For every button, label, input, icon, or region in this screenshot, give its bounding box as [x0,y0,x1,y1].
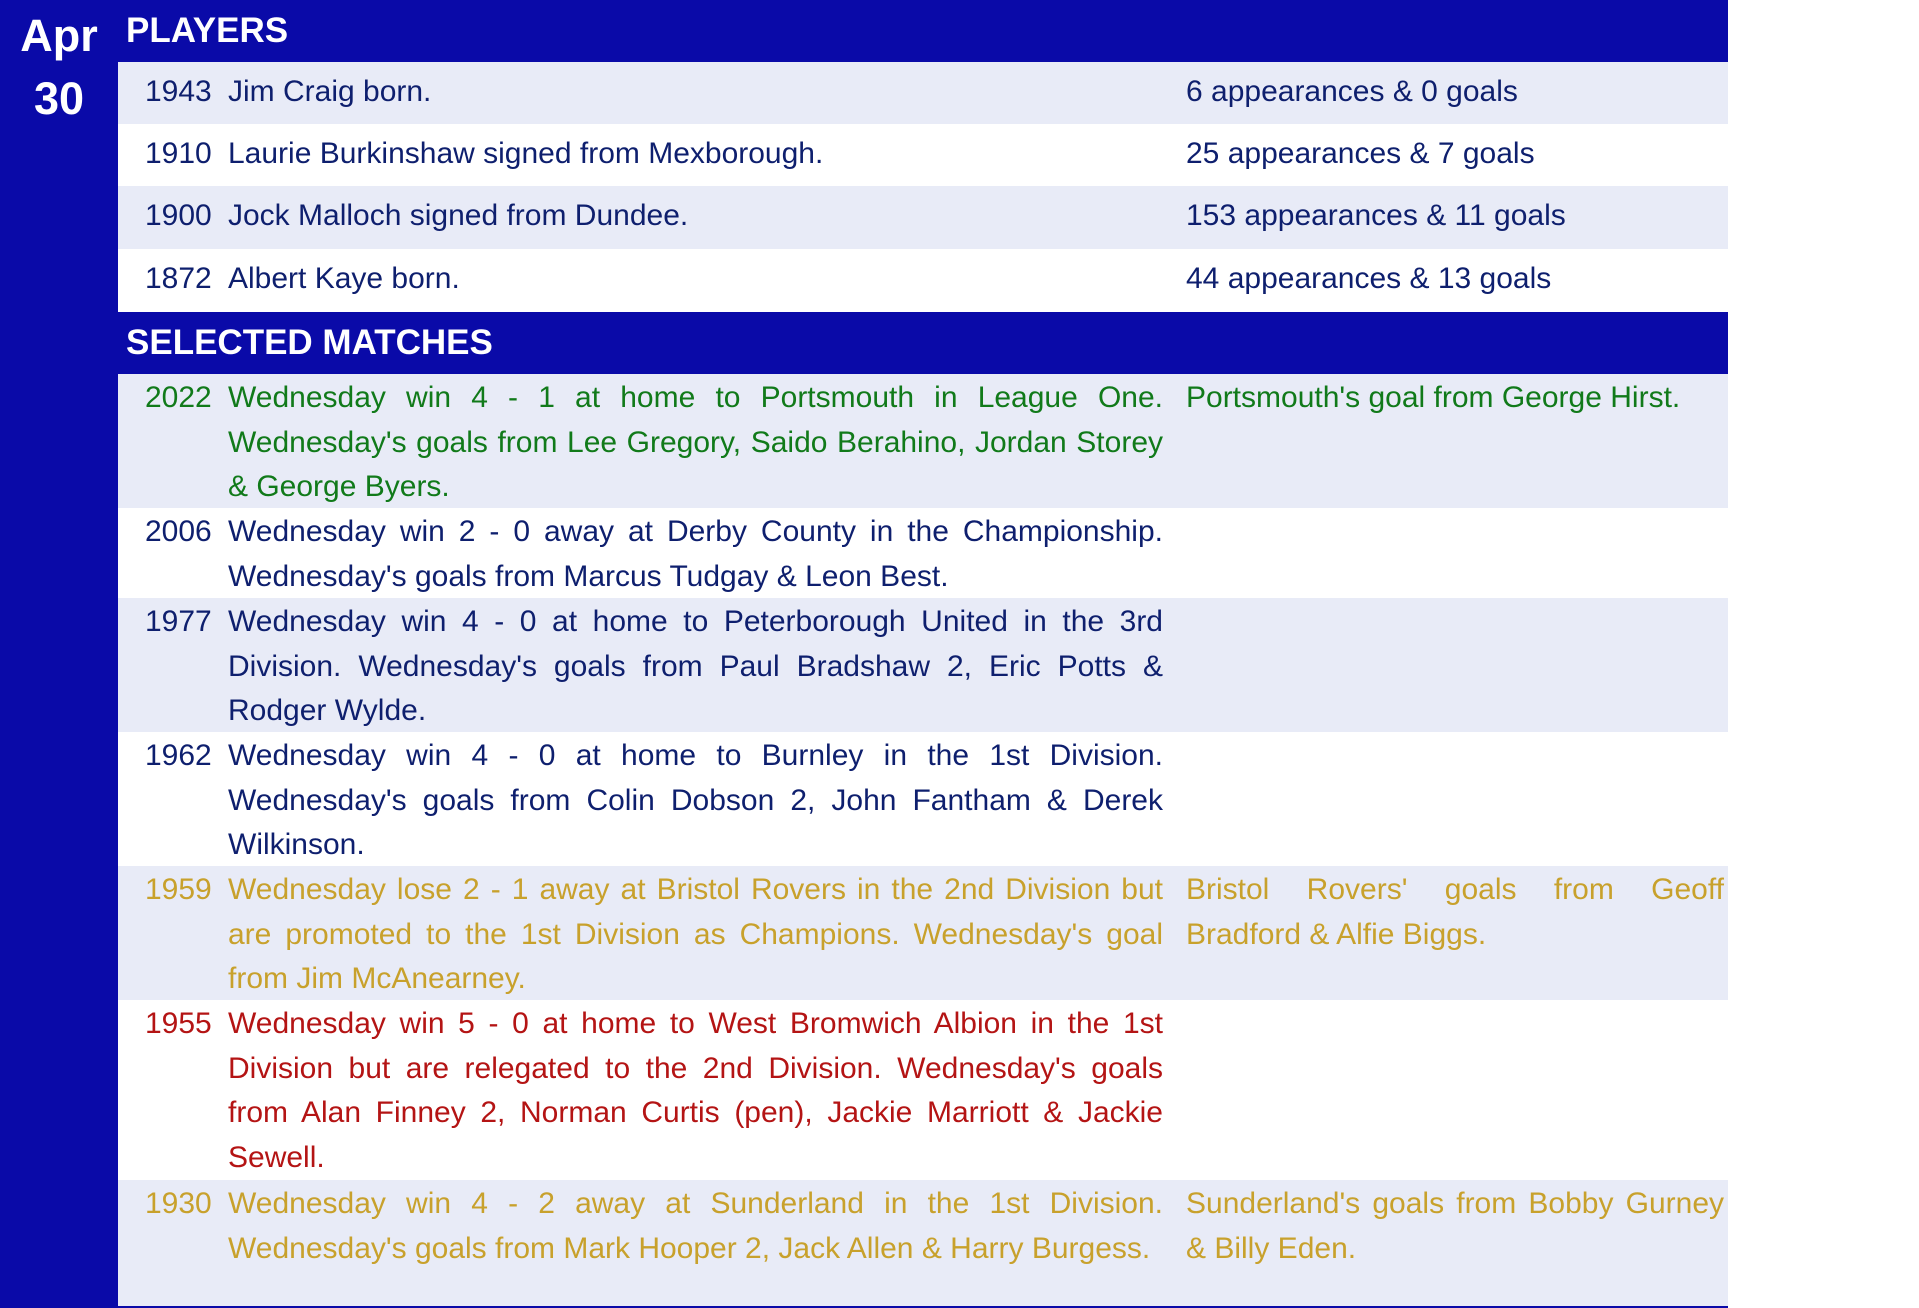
match-report: Wednesday win 4 - 0 at home to Burnley in the 1st Division. Wednesday's goals from Colin Dobson 2, John Fantham & Derek Wilkinson. [228,739,1163,861]
match-year: 1955 [145,1007,212,1040]
match-row [118,508,1728,598]
match-report: Wednesday lose 2 - 1 away at Bristol Rovers in the 2nd Division but are promoted to the 1st Division as Champions. Wednesday's goal from Jim McAnearney. [228,873,1163,995]
player-year: 1943 [145,75,212,108]
player-event: Jock Malloch signed from Dundee. [228,199,689,232]
player-event: Laurie Burkinshaw signed from Mexborough. [228,137,824,170]
match-year: 2006 [145,515,212,548]
match-year: 1959 [145,873,212,906]
match-report: Wednesday win 5 - 0 at home to West Bromwich Albion in the 1st Division but are relegated to the 2nd Division. Wednesday's goals from Alan Finney 2, Norman Curtis (pen), Jackie Marriott & Jackie Sewell. [228,1007,1163,1174]
opponent-goals: Bristol Rovers' goals from Geoff Bradford & Alfie Biggs. [1186,873,1724,951]
match-year: 1962 [145,739,212,772]
match-row [118,598,1728,732]
player-year: 1910 [145,137,212,170]
opponent-goals: Sunderland's goals from Bobby Gurney & Billy Eden. [1186,1187,1724,1265]
player-event: Albert Kaye born. [228,262,460,295]
match-report: Wednesday win 4 - 1 at home to Portsmouth in League One. Wednesday's goals from Lee Gregory, Saido Berahino, Jordan Storey & George Byers. [228,381,1163,503]
player-stats: 44 appearances & 13 goals [1186,262,1552,295]
match-report: Wednesday win 2 - 0 away at Derby County in the Championship. Wednesday's goals from Marcus Tudgay & Leon Best. [228,515,1163,593]
opponent-goals: Portsmouth's goal from George Hirst. [1186,381,1681,414]
player-row [118,249,1728,312]
match-row [118,1000,1728,1180]
player-year: 1900 [145,199,212,232]
player-stats: 25 appearances & 7 goals [1186,137,1535,170]
player-stats: 6 appearances & 0 goals [1186,75,1518,108]
player-year: 1872 [145,262,212,295]
selected-matches-header: SELECTED MATCHES [118,312,1728,374]
match-report: Wednesday win 4 - 2 away at Sunderland in the 1st Division. Wednesday's goals from Mark Hooper 2, Jack Allen & Harry Burgess. [228,1187,1163,1265]
match-year: 1930 [145,1187,212,1220]
match-year: 2022 [145,381,212,414]
player-row [118,124,1728,186]
match-report: Wednesday win 4 - 0 at home to Peterborough United in the 3rd Division. Wednesday's goals from Paul Bradshaw 2, Eric Potts & Rodger Wylde. [228,605,1163,727]
players-header: PLAYERS [118,0,1728,62]
player-event: Jim Craig born. [228,75,432,108]
match-row [118,1180,1728,1306]
player-stats: 153 appearances & 11 goals [1186,199,1566,232]
match-year: 1977 [145,605,212,638]
match-row [118,732,1728,866]
date-month: Apr [20,10,98,61]
match-row [118,866,1728,1000]
player-row [118,62,1728,124]
match-row [118,374,1728,508]
player-row [118,186,1728,249]
date-day: 30 [33,73,85,124]
date-column [0,0,118,1308]
